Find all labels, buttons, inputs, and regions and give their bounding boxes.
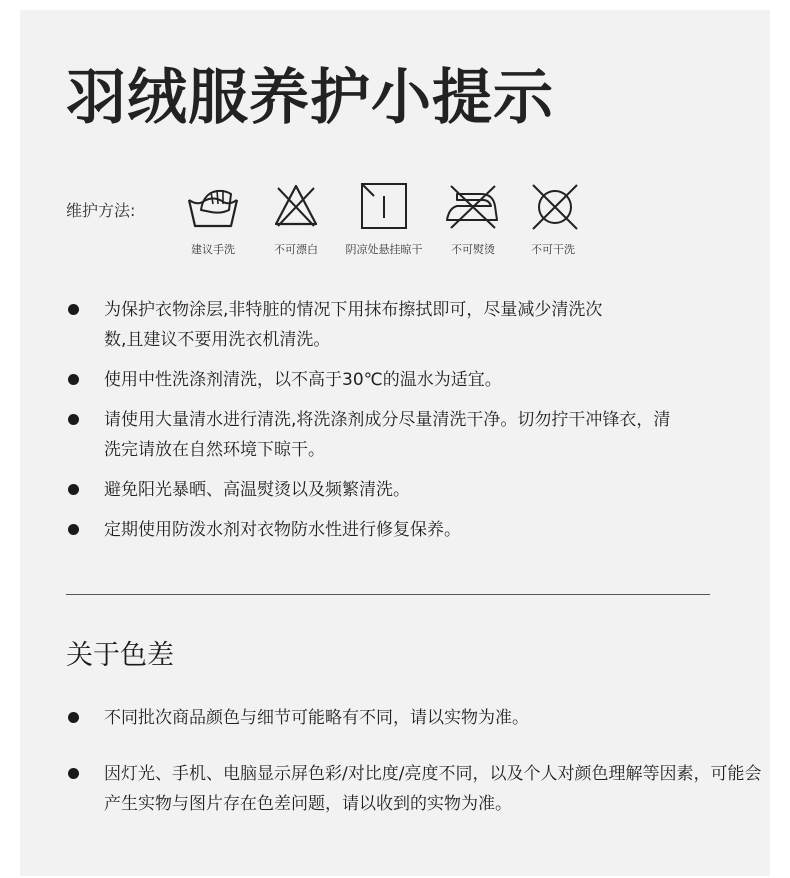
line-dry-shade-icon	[354, 180, 414, 236]
color-difference-list	[66, 703, 762, 819]
no-tumble-dry-icon	[525, 180, 585, 236]
bullet-dot	[68, 374, 79, 385]
list-item	[66, 515, 726, 545]
tip-text: 为保护衣物涂层,非特脏的情况下用抹布擦拭即可，尽量减少清洗次数,且建议不要用洗衣机清洗。	[104, 300, 603, 350]
bullet-dot	[68, 304, 79, 315]
page-title: 羽绒服养护小提示	[66, 63, 554, 133]
care-method-label: 维护方法:	[66, 201, 136, 220]
care-caption-no-iron: 不可熨烫	[451, 243, 495, 256]
list-item	[66, 295, 614, 355]
tip-text: 避免阳光暴晒、高温熨烫以及频繁清洗。	[104, 480, 410, 500]
tip-text: 使用中性洗涤剂清洗，以不高于30℃的温水为适宜。	[104, 370, 502, 390]
care-caption-no-bleach: 不可漂白	[274, 243, 318, 256]
bullet-dot	[68, 524, 79, 535]
tip-text: 定期使用防泼水剂对衣物防水性进行修复保养。	[104, 520, 461, 540]
care-caption-hand-wash: 建议手洗	[191, 243, 235, 256]
bullet-dot	[68, 414, 79, 425]
care-caption-no-dry-clean: 不可干洗	[531, 243, 575, 256]
bullet-dot	[68, 712, 79, 723]
no-iron-icon	[443, 180, 503, 236]
color-note-text: 不同批次商品颜色与细节可能略有不同，请以实物为准。	[104, 708, 529, 728]
list-item	[66, 759, 764, 819]
list-item	[66, 703, 726, 733]
hand-wash-icon	[183, 180, 243, 236]
list-item	[66, 365, 726, 395]
care-tips-list	[66, 295, 726, 545]
care-caption-line-dry: 阴凉处悬挂晾干	[345, 243, 423, 256]
color-note-text: 因灯光、手机、电脑显示屏色彩/对比度/亮度不同，以及个人对颜色理解等因素，可能会产生实物与图片存在色差问题，请以收到的实物为准。	[104, 764, 762, 814]
bullet-dot	[68, 768, 79, 779]
list-item	[66, 475, 726, 505]
tip-text: 请使用大量清水进行清洗,将洗涤剂成分尽量清洗干净。切勿拧干冲锋衣，清洗完请放在自然环境下晾干。	[104, 410, 671, 460]
list-item	[66, 405, 679, 465]
color-difference-title: 关于色差	[66, 640, 174, 671]
no-bleach-icon	[266, 180, 326, 236]
section-divider	[66, 594, 710, 595]
bullet-dot	[68, 484, 79, 495]
